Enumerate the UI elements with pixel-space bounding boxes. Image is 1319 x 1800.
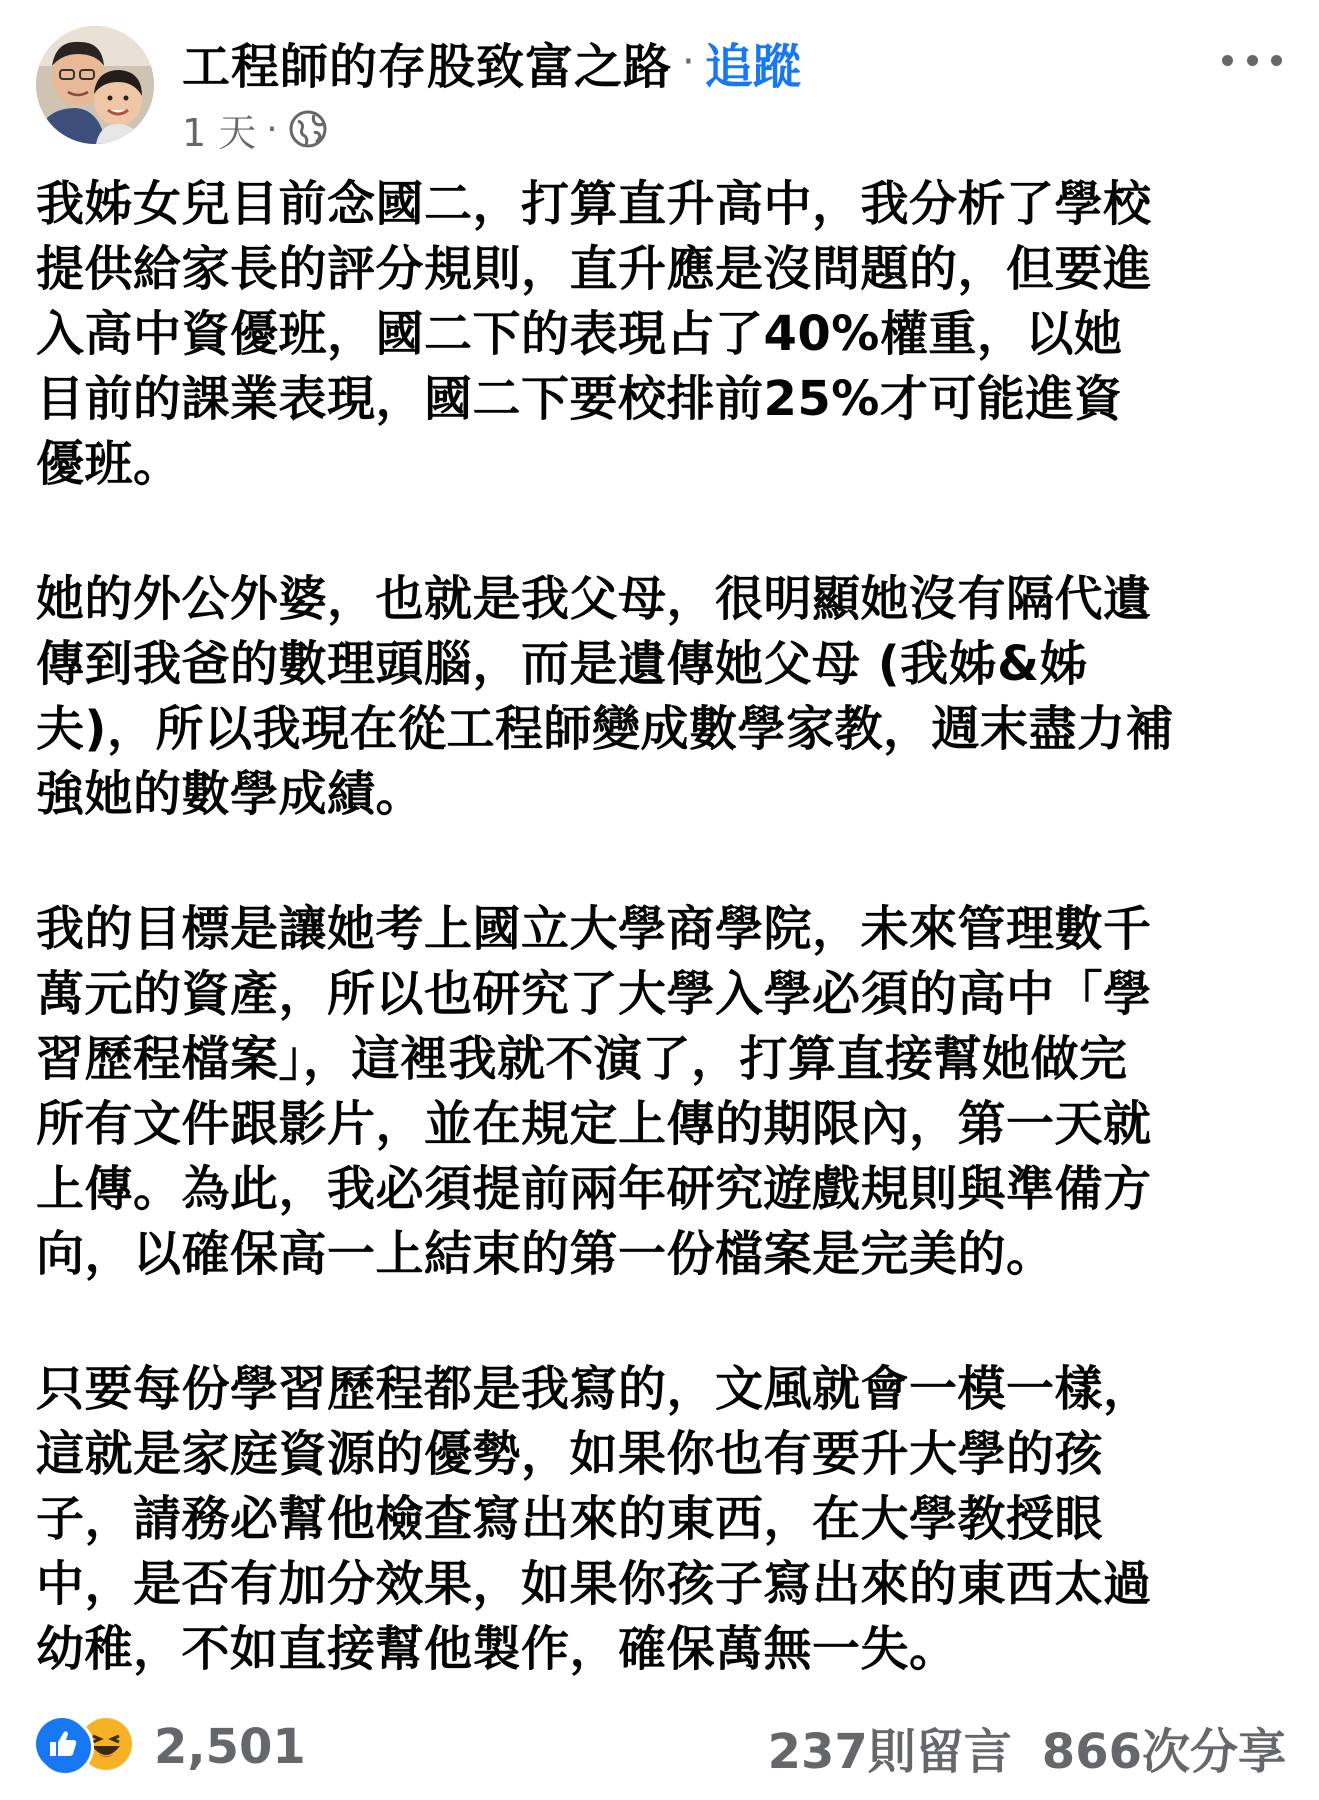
post-footer <box>36 1712 1286 1782</box>
post-timestamp[interactable]: 1 天 <box>182 110 257 155</box>
post-body <box>36 172 1286 1682</box>
like-icon <box>36 1718 94 1776</box>
more-dot <box>1247 55 1258 66</box>
more-dot <box>1222 55 1233 66</box>
meta-separator-dot: · <box>266 108 278 150</box>
reaction-count: 2,501 <box>154 1719 306 1775</box>
separator-dot: · <box>682 39 695 85</box>
engagement-stats <box>768 1712 1286 1782</box>
author-name[interactable]: 工程師的存股致富之路 <box>182 38 673 95</box>
post-header <box>36 26 1286 155</box>
author-avatar[interactable] <box>36 26 154 144</box>
avatar-image <box>36 26 154 144</box>
follow-button[interactable]: 追蹤 <box>704 38 801 95</box>
post-meta <box>182 106 328 155</box>
more-options-icon[interactable] <box>1222 40 1282 80</box>
author-line <box>182 30 801 94</box>
reactions-summary[interactable] <box>36 1712 306 1782</box>
post-paragraph: 我姊女兒目前念國二，打算直升高中，我分析了學校 提供給家長的評分規則，直升應是沒問題的，但要進 入高中資優班，國二下的表現占了40%權重，以她 目前的課業表現，國二下要校排前25%才可能進資 優班。 <box>36 176 1152 492</box>
globe-icon[interactable] <box>288 109 328 149</box>
more-dot <box>1271 55 1282 66</box>
post-paragraph: 她的外公外婆，也就是我父母，很明顯她沒有隔代遺 傳到我爸的數理頭腦，而是遺傳她父母 (我姊&姊 夫)，所以我現在從工程師變成數學家教，週末盡力補 強她的數學成績。 <box>36 571 1174 822</box>
shares-count-link[interactable]: 866次分享 <box>1041 1723 1286 1780</box>
post-paragraph: 我的目標是讓她考上國立大學商學院，未來管理數千 萬元的資產，所以也研究了大學入學必須的高中「學 習歷程檔案」，這裡我就不演了，打算直接幫她做完 所有文件跟影片，並在規定上傳的期限內，第一天就 上傳。為此，我必須提前兩年研究遊戲規則與準備方 向，以確保高一上結束的第一份檔案是完美的。 <box>36 901 1152 1282</box>
comments-count-link[interactable]: 237則留言 <box>767 1723 1012 1780</box>
post-paragraph: 只要每份學習歷程都是我寫的，文風就會一模一樣， 這就是家庭資源的優勢，如果你也有要升大學的孩 子，請務必幫他檢查寫出來的東西，在大學教授眼 中，是否有加分效果，如果你孩子寫出來的東西太過 幼稚，不如直接幫他製作，確保萬無一失。 <box>36 1361 1152 1677</box>
